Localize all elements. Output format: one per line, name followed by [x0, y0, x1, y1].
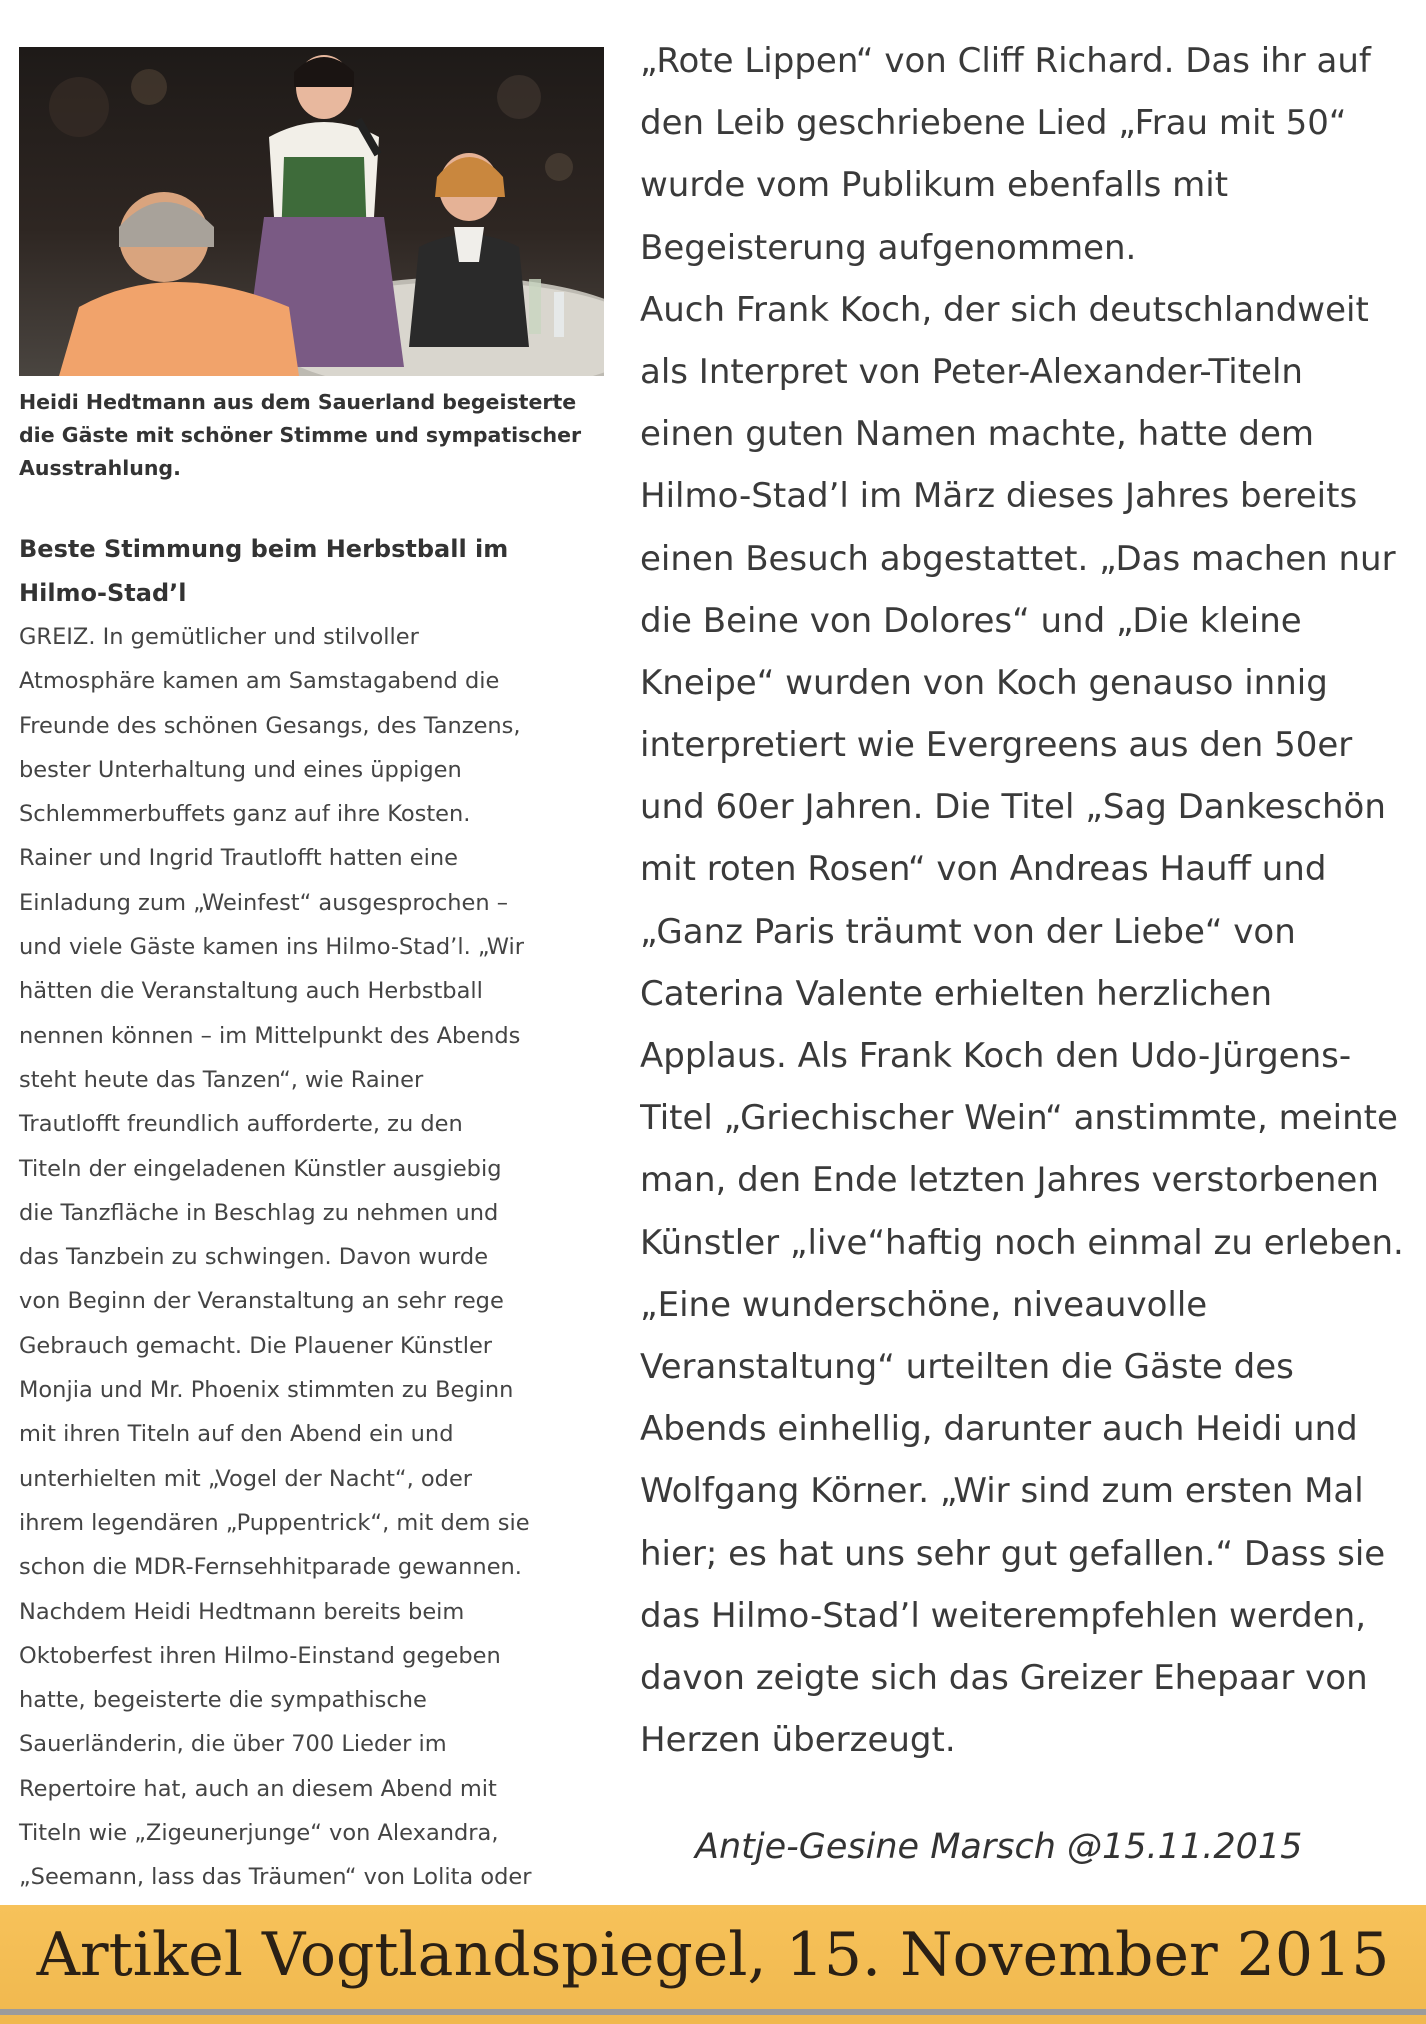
banner-text: Artikel Vogtlandspiegel, 15. November 2015 [36, 1920, 1390, 1990]
text-line: Titel „Griechischer Wein“ anstimmte, meinte [640, 1098, 1398, 1139]
article-headline [19, 527, 609, 615]
text-line: Applaus. Als Frank Koch den Udo-Jürgens- [640, 1036, 1352, 1076]
text-line: Auch Frank Koch, der sich deutschlandweit [640, 289, 1369, 330]
text-line: interpretiert wie Evergreens aus den 50er [640, 725, 1353, 766]
source-banner [0, 1905, 1426, 2024]
text-line: man, den Ende letzten Jahres verstorbenen [640, 1160, 1379, 1201]
text-line: unterhielten mit „Vogel der Nacht“, oder [19, 1465, 473, 1492]
text-line: Abends einhellig, darunter auch Heidi und [640, 1409, 1358, 1450]
text-line: mit ihren Titeln auf den Abend ein und [19, 1421, 454, 1448]
text-line: Trautlofft freundlich aufforderte, zu den [19, 1111, 463, 1138]
text-line: „Eine wunderschöne, niveauvolle [640, 1284, 1208, 1325]
headline-line: Beste Stimmung beim Herbstball im [19, 535, 509, 563]
text-line: die Beine von Dolores“ und „Die kleine [640, 600, 1302, 641]
text-line: „Seemann, lass das Träumen“ von Lolita oder [19, 1864, 532, 1891]
text-line: schon die MDR-Fernsehhitparade gewannen. [19, 1554, 522, 1581]
text-line: nennen können – im Mittelpunkt des Abends [19, 1022, 521, 1049]
text-line: „Ganz Paris träumt von der Liebe“ von [640, 911, 1296, 952]
text-line: Titeln wie „Zigeunerjunge“ von Alexandra, [19, 1820, 499, 1847]
text-line: das Tanzbein zu schwingen. Davon wurde [19, 1244, 489, 1271]
text-line: einen guten Namen machte, hatte dem [640, 414, 1315, 455]
text-line: Atmosphäre kamen am Samstagabend die [19, 668, 500, 695]
text-line: das Hilmo-Stad’l weiterempfehlen werden, [640, 1595, 1367, 1636]
banner-divider [0, 2009, 1426, 2015]
text-line: Gebrauch gemacht. Die Plauener Künstler [19, 1332, 493, 1359]
text-line: „Rote Lippen“ von Cliff Richard. Das ihr auf [640, 41, 1371, 81]
text-line: wurde vom Publikum ebenfalls mit [640, 165, 1229, 206]
text-line: Oktoberfest ihren Hilmo-Einstand gegeben [19, 1642, 501, 1669]
text-line: von Beginn der Veranstaltung an sehr rege [19, 1288, 504, 1315]
text-line: hier; es hat uns sehr gut gefallen.“ Dass sie [640, 1533, 1386, 1574]
text-line: steht heute das Tanzen“, wie Rainer [19, 1066, 424, 1093]
headline-line: Hilmo-Stad’l [19, 579, 187, 607]
right-column [640, 30, 1426, 1890]
text-line: Caterina Valente erhielten herzlichen [640, 973, 1273, 1014]
article-photo [19, 47, 604, 376]
text-line: Schlemmerbuffets ganz auf ihre Kosten. [19, 801, 471, 828]
left-column-text [19, 615, 619, 1900]
right-column-text [640, 30, 1426, 1771]
photo-caption [19, 386, 609, 485]
caption-line: Heidi Hedtmann aus dem Sauerland begeisterte [19, 390, 577, 414]
text-line: Kneipe“ wurden von Koch genauso innig [640, 662, 1328, 703]
text-line: davon zeigte sich das Greizer Ehepaar von [640, 1657, 1368, 1698]
text-line: Monjia und Mr. Phoenix stimmten zu Beginn [19, 1377, 514, 1404]
text-line: Repertoire hat, auch an diesem Abend mit [19, 1775, 497, 1802]
text-line: ihrem legendären „Puppentrick“, mit dem sie [19, 1509, 530, 1536]
text-line: Hilmo-Stad’l im März dieses Jahres bereits [640, 476, 1358, 517]
text-line: hatte, begeisterte die sympathische [19, 1687, 427, 1714]
text-line: Nachdem Heidi Hedtmann bereits beim [19, 1598, 465, 1625]
text-line: Künstler „live“haftig noch einmal zu erleben. [640, 1222, 1404, 1263]
text-line: mit roten Rosen“ von Andreas Hauff und [640, 849, 1327, 890]
text-line: einen Besuch abgestattet. „Das machen nur [640, 538, 1396, 579]
text-line: und 60er Jahren. Die Titel „Sag Dankeschön [640, 787, 1386, 828]
text-line: Wolfgang Körner. „Wir sind zum ersten Mal [640, 1471, 1364, 1512]
text-line: die Tanzfläche in Beschlag zu nehmen und [19, 1199, 499, 1226]
text-line: Rainer und Ingrid Trautlofft hatten eine [19, 845, 458, 872]
caption-line: Ausstrahlung. [19, 456, 181, 480]
text-line: bester Unterhaltung und eines üppigen [19, 756, 462, 783]
text-line: Begeisterung aufgenommen. [640, 227, 1137, 268]
text-line: Herzen überzeugt. [640, 1720, 956, 1761]
text-line: Veranstaltung“ urteilten die Gäste des [640, 1346, 1294, 1387]
text-line: als Interpret von Peter-Alexander-Titeln [640, 351, 1303, 392]
caption-line: die Gäste mit schöner Stimme und sympatischer [19, 423, 582, 447]
text-line: Einladung zum „Weinfest“ ausgesprochen – [19, 889, 508, 916]
concert-photo-icon [19, 47, 604, 376]
text-line: und viele Gäste kamen ins Hilmo-Stad’l. „Wir [19, 934, 525, 961]
text-line: den Leib geschriebene Lied „Frau mit 50“ [640, 103, 1347, 144]
text-line: hätten die Veranstaltung auch Herbstball [19, 978, 483, 1005]
text-line: Titeln der eingeladenen Künstler ausgiebig [19, 1155, 502, 1182]
text-line: Sauerländerin, die über 700 Lieder im [19, 1731, 447, 1758]
text-line: Freunde des schönen Gesangs, des Tanzens, [19, 712, 521, 739]
author-signature: Antje-Gesine Marsch @15.11.2015 [695, 1827, 1303, 1867]
text-line: GREIZ. In gemütlicher und stilvoller [19, 624, 419, 650]
